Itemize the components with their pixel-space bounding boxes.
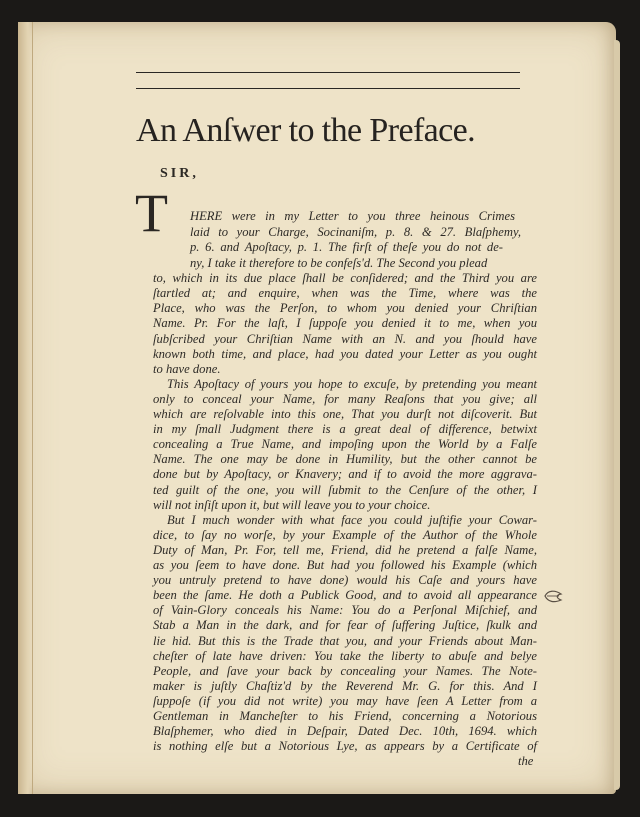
text-line: ny, I take it therefore to be confeſs'd. The Second you plead: [190, 256, 488, 270]
text-line: maker is juſtly Chaſtiz'd by the Reverend Mr. G. for this. And I: [153, 678, 537, 693]
text-line: People, and ſave your back by concealing your Names. The Note-: [153, 663, 537, 678]
text-line: Place, who was the Perſon, to whom you denied your Chriſtian: [153, 301, 537, 316]
text-line: in my ſmall Judgment there is a great deal of difference, betwixt: [153, 422, 537, 437]
drop-cap: T: [135, 183, 168, 243]
text-line: will not inſiſt upon it, but will leave you to your choice.: [153, 497, 431, 512]
text-line: the: [518, 754, 534, 769]
text-line: is nothing elſe but a Notorious Lye, as appears by a Certificate of: [153, 739, 537, 754]
marginal-ornament-icon: [542, 585, 564, 607]
text-line: lie hid. But this is the Trade that you, and your Friends about Man-: [153, 633, 537, 648]
text-line: Blaſphemer, who died in Deſpair, Dated Dec. 10th, 1694. which: [153, 724, 537, 739]
text-line: ſtartled at; and enquire, when was the Time, where was the: [153, 286, 537, 301]
salutation: SIR,: [160, 166, 199, 181]
text-line: been the ſame. He doth a Publick Good, and to avoid all appearance: [153, 588, 537, 603]
text-line: p. 6. and Apoſtacy, p. 1. The firſt of theſe you do not de-: [190, 240, 503, 254]
text-line: of Vain-Glory conceals his Name: You do a Perſonal Miſchief, and: [153, 603, 537, 618]
text-line: you untruly pretend to have done) would his Caſe and yours have: [153, 573, 537, 588]
page-heading: An Anſwer to the Preface.: [136, 112, 476, 149]
text-line: to have done.: [153, 361, 221, 376]
text-line: laid to your Charge, Socinaniſm, p. 8. & 27. Blaſphemy,: [190, 225, 521, 239]
text-line: But I much wonder with what face you could juſtifie your Cowar-: [167, 512, 537, 527]
text-line: done but by Apoſtacy, or Knavery; and if to avoid the more aggrava-: [153, 467, 537, 482]
text-line: cheſter of late have driven: You take the liberty to abuſe and belye: [153, 648, 537, 663]
text-line: ted guilt of the one, you will ſubmit to the Cenſure of the other, I: [153, 482, 537, 497]
text-line: only to conceal your Name, for many Reaſons that you give; all: [153, 391, 537, 406]
text-line: dice, to ſay no worſe, by your Example of the Author of the Whole: [153, 527, 537, 542]
text-line: which are reſolvable into this one, That you durſt not diſcoverit. But: [153, 407, 537, 421]
text-line: known both time, and place, had you dated your Letter as you ought: [153, 346, 537, 361]
text-line: HERE were in my Letter to you three heinous Crimes: [190, 209, 515, 223]
text-line: Stab a Man in the dark, and for fear of ſuffering Juſtice, ſkulk and: [153, 618, 537, 633]
text-line: to, which in its due place ſhall be conſidered; and the Third you are: [153, 271, 537, 286]
text-line: Gentleman in Mancheſter to his Friend, concerning a Notorious: [153, 709, 537, 723]
text-line: Name. Pr. For the laſt, I ſuppoſe you denied it to me, when you: [153, 316, 537, 331]
text-line: ſuppoſe (if you did not write) you may have ſeen A Letter from a: [153, 693, 537, 708]
text-line: ſubſcribed your Chriſtian Name with an N. and you ſhould have: [153, 331, 537, 346]
text-line: as you ſeem to have done. But had you followed his Example (which: [153, 558, 537, 572]
text-line: Name. The one may be done in Humility, but the other cannot be: [153, 452, 537, 467]
text-line: Duty of Man, Pr. For, tell me, Friend, did he pretend a falſe Name,: [153, 542, 537, 557]
text-line: This Apoſtacy of yours you hope to excuſe, by pretending you meant: [167, 376, 537, 391]
text-line: concealing a True Name, and impoſing upon the World by a Falſe: [153, 437, 537, 452]
